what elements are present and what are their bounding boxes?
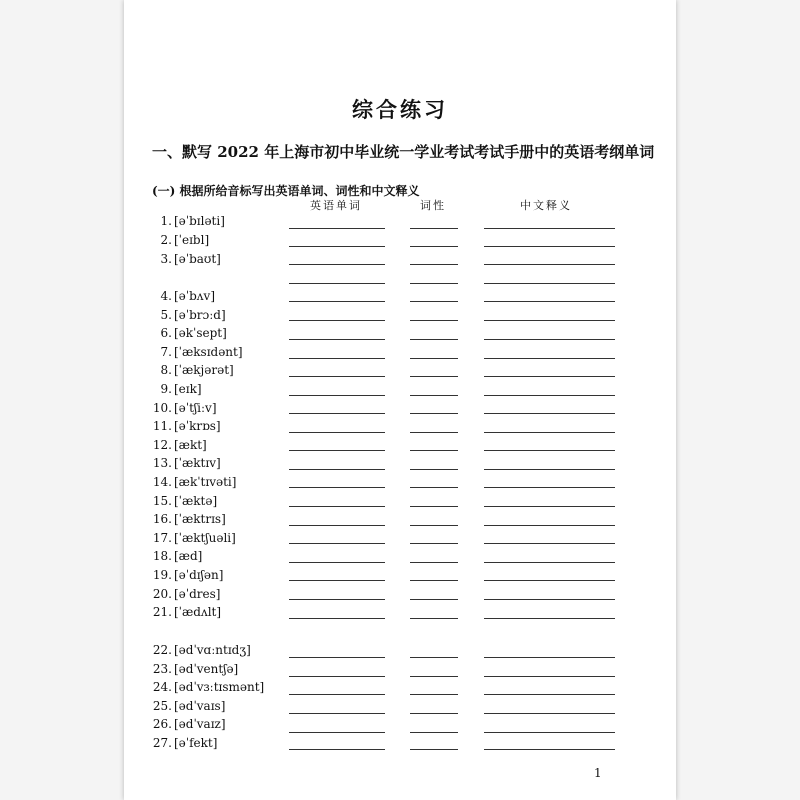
item-number: 14. (152, 475, 172, 489)
item-number: 4. (160, 289, 172, 303)
phonetic-transcription: [ədˈvaɪs] (174, 698, 226, 713)
pos-answer-line (410, 676, 458, 677)
pos-answer-line (410, 487, 458, 488)
english-answer-line (289, 246, 385, 247)
phonetic-transcription: [əˈbɪləti] (174, 214, 225, 228)
pos-answer-line (410, 413, 458, 414)
item-number: 19. (152, 568, 172, 582)
pos-answer-line (410, 450, 458, 451)
item-number: 3. (160, 252, 172, 266)
english-answer-line (289, 320, 385, 321)
pos-answer-line (410, 580, 458, 581)
english-answer-line (289, 395, 385, 396)
item-number: 7. (160, 344, 172, 359)
pos-answer-line (410, 339, 458, 340)
chinese-answer-line (484, 676, 615, 677)
english-answer-line (289, 450, 385, 451)
chinese-answer-line (484, 562, 615, 563)
pos-answer-line (410, 732, 458, 733)
chinese-answer-line (484, 580, 615, 581)
phonetic-transcription: [ækˈtɪvəti] (174, 475, 237, 489)
pos-answer-line (410, 246, 458, 247)
pos-answer-line (410, 599, 458, 600)
chinese-answer-line (484, 618, 615, 619)
english-answer-line (289, 618, 385, 619)
chinese-answer-line (484, 694, 615, 695)
worksheet-page (124, 0, 676, 800)
pos-answer-line (410, 301, 458, 302)
item-number: 5. (160, 307, 172, 322)
pos-answer-line (410, 228, 458, 229)
english-answer-line (289, 599, 385, 600)
phonetic-transcription: [əkˈsept] (174, 326, 227, 341)
phonetic-transcription: [ˈæksɪdənt] (174, 344, 243, 359)
english-answer-line (289, 525, 385, 526)
pos-answer-line (410, 749, 458, 750)
english-answer-line (289, 376, 385, 377)
pos-answer-line (410, 657, 458, 658)
page-title: 综合练习 (352, 97, 448, 122)
chinese-answer-line (484, 376, 615, 377)
phonetic-transcription: [ˈæktrɪs] (174, 512, 226, 527)
column-header-english: 英语单词 (310, 199, 362, 212)
english-answer-line (289, 580, 385, 581)
item-number: 8. (160, 363, 172, 378)
phonetic-transcription: [ˈæktɪv] (174, 456, 221, 471)
pos-answer-line (410, 376, 458, 377)
english-answer-line (289, 264, 385, 265)
phonetic-transcription: [eɪk] (174, 382, 202, 396)
chinese-answer-line (484, 506, 615, 507)
english-answer-line (289, 657, 385, 658)
phonetic-transcription: [əˈdɪʃən] (174, 568, 224, 582)
pos-answer-line (410, 618, 458, 619)
chinese-answer-line (484, 264, 615, 265)
english-answer-line (289, 413, 385, 414)
item-number: 18. (152, 549, 172, 564)
item-number: 24. (152, 680, 172, 694)
chinese-answer-line (484, 358, 615, 359)
chinese-answer-line (484, 432, 615, 433)
pos-answer-line (410, 432, 458, 433)
english-answer-line (289, 543, 385, 544)
phonetic-transcription: [əˈkrɒs] (174, 419, 221, 434)
item-number: 6. (160, 326, 172, 341)
item-number: 1. (160, 214, 172, 228)
chinese-answer-line (484, 283, 615, 284)
chinese-answer-line (484, 320, 615, 321)
phonetic-transcription: [ˈædʌlt] (174, 605, 222, 620)
item-number: 17. (152, 530, 172, 545)
item-number: 11. (152, 419, 172, 434)
english-answer-line (289, 694, 385, 695)
english-answer-line (289, 676, 385, 677)
pos-answer-line (410, 525, 458, 526)
english-answer-line (289, 713, 385, 714)
item-number: 25. (152, 698, 172, 713)
phonetic-transcription: [əˈdres] (174, 586, 221, 601)
phonetic-transcription: [əˈbaʊt] (174, 252, 221, 266)
chinese-answer-line (484, 301, 615, 302)
column-header-chinese: 中文释义 (520, 199, 572, 212)
phonetic-transcription: [æd] (174, 549, 203, 564)
english-answer-line (289, 487, 385, 488)
pos-answer-line (410, 320, 458, 321)
chinese-answer-line (484, 246, 615, 247)
pos-answer-line (410, 358, 458, 359)
english-answer-line (289, 228, 385, 229)
item-number: 21. (152, 605, 172, 620)
section-heading: 一、默写 2022 年上海市初中毕业统一学业考试考试手册中的英语考纲单词 (152, 143, 655, 161)
item-number: 15. (152, 493, 172, 508)
phonetic-transcription: [əˈbʌv] (174, 289, 216, 303)
item-number: 12. (152, 437, 172, 452)
item-number: 13. (152, 456, 172, 471)
phonetic-transcription: [əˈfekt] (174, 735, 218, 750)
chinese-answer-line (484, 487, 615, 488)
english-answer-line (289, 749, 385, 750)
chinese-answer-line (484, 599, 615, 600)
item-number: 26. (152, 717, 172, 731)
phonetic-transcription: [ədˈventʃə] (174, 661, 239, 676)
phonetic-transcription: [ˈækjərət] (174, 363, 234, 378)
item-number: 9. (160, 382, 172, 396)
pos-answer-line (410, 264, 458, 265)
chinese-answer-line (484, 339, 615, 340)
phonetic-transcription: [əˈtʃiːv] (174, 400, 217, 415)
chinese-answer-line (484, 749, 615, 750)
phonetic-transcription: [ˈæktʃuəli] (174, 530, 236, 545)
chinese-answer-line (484, 543, 615, 544)
item-number: 2. (160, 233, 172, 247)
phonetic-transcription: [ˈeɪbl] (174, 233, 210, 247)
english-answer-line (289, 283, 385, 284)
pos-answer-line (410, 283, 458, 284)
phonetic-transcription: [əˈbrɔːd] (174, 307, 226, 322)
chinese-answer-line (484, 395, 615, 396)
pos-answer-line (410, 543, 458, 544)
pos-answer-line (410, 469, 458, 470)
chinese-answer-line (484, 732, 615, 733)
chinese-answer-line (484, 450, 615, 451)
english-answer-line (289, 301, 385, 302)
phonetic-transcription: [ədˈvɑːntɪdʒ] (174, 643, 251, 657)
item-number: 27. (152, 735, 172, 750)
phonetic-transcription: [ækt] (174, 437, 207, 452)
english-answer-line (289, 432, 385, 433)
pos-answer-line (410, 395, 458, 396)
english-answer-line (289, 506, 385, 507)
english-answer-line (289, 469, 385, 470)
page-number: 1 (594, 766, 602, 780)
english-answer-line (289, 732, 385, 733)
chinese-answer-line (484, 713, 615, 714)
item-number: 22. (152, 643, 172, 657)
item-number: 23. (152, 661, 172, 676)
chinese-answer-line (484, 657, 615, 658)
item-number: 16. (152, 512, 172, 527)
phonetic-transcription: [ədˈvaɪz] (174, 717, 226, 731)
chinese-answer-line (484, 525, 615, 526)
pos-answer-line (410, 562, 458, 563)
subsection-heading: (一) 根据所给音标写出英语单词、词性和中文释义 (152, 184, 420, 198)
chinese-answer-line (484, 228, 615, 229)
item-number: 20. (152, 586, 172, 601)
pos-answer-line (410, 694, 458, 695)
pos-answer-line (410, 506, 458, 507)
column-header-pos: 词性 (420, 199, 446, 212)
chinese-answer-line (484, 413, 615, 414)
english-answer-line (289, 339, 385, 340)
english-answer-line (289, 562, 385, 563)
english-answer-line (289, 358, 385, 359)
item-number: 10. (152, 400, 172, 415)
phonetic-transcription: [ˈæktə] (174, 493, 218, 508)
pos-answer-line (410, 713, 458, 714)
phonetic-transcription: [ədˈvɜːtɪsmənt] (174, 680, 265, 694)
chinese-answer-line (484, 469, 615, 470)
